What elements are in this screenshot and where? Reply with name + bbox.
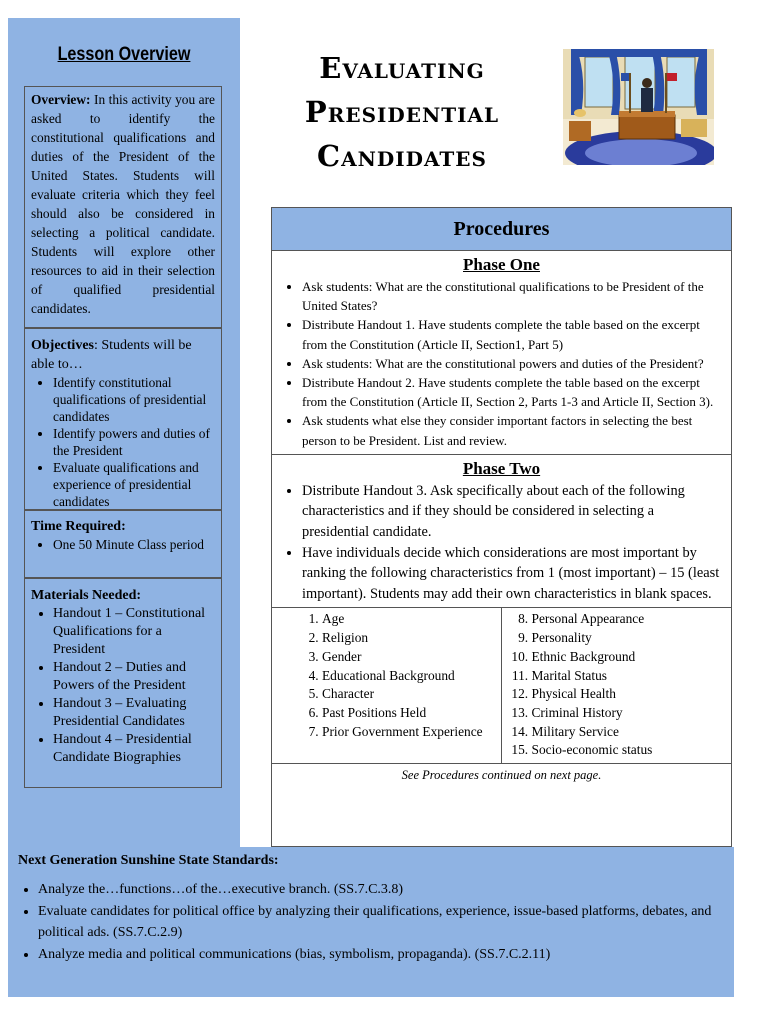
list-item: • Distribute Handout 3. Ask specifically about each of the following characteristics and if they should be considered in selecting a presidential candidate. — [302, 481, 723, 543]
continued-note: See Procedures continued on next page. — [401, 768, 602, 783]
oval-office-icon — [563, 49, 714, 165]
list-item: • Handout 2 – Duties and Powers of the President — [53, 659, 215, 695]
list-item: • Analyze media and political communications (bias, symbolism, propaganda). (SS.7.C.2.11) — [38, 944, 724, 966]
time-required-box — [24, 510, 222, 578]
list-item: 9. Personality — [532, 629, 732, 648]
phase-one-title: Phase One — [463, 255, 540, 274]
objectives-intro: : Students will be able to… — [31, 338, 192, 372]
standards-panel — [8, 847, 734, 997]
list-item: 2. Religion — [322, 629, 501, 648]
materials-box — [24, 578, 222, 788]
procedures-heading: Procedures — [272, 208, 731, 251]
phase-one-list — [272, 277, 731, 450]
standards-heading: Next Generation Sunshine State Standards: — [18, 853, 279, 868]
time-list — [31, 536, 215, 553]
objectives-heading — [31, 336, 215, 374]
objectives-list — [31, 374, 215, 510]
list-item: • One 50 Minute Class period — [53, 536, 215, 553]
phase-two-title: Phase Two — [462, 458, 541, 478]
page-title — [262, 46, 542, 178]
list-item: 7. Prior Government Experience — [322, 723, 501, 742]
list-item: 1. Age — [322, 610, 501, 629]
overview-text: In this activity you are asked to identify the constitutional qualifications and duties of the President of the United States. Students will evaluate criteria which they feel should also be considered in selecting a political candidate. Students will explore other resources to aid in their selection of qualified presidential candidates. — [31, 92, 215, 316]
list-item: 3. Gender — [322, 648, 501, 667]
lesson-overview-title: Lesson Overview — [57, 44, 191, 65]
overview-label: Overview: — [31, 92, 91, 107]
characteristics-list-left — [272, 610, 501, 741]
list-item: • Evaluate qualifications and experience of presidential candidates — [53, 459, 215, 510]
list-item: • Handout 4 – Presidential Candidate Biographies — [53, 731, 215, 767]
characteristics-list-right — [502, 610, 732, 760]
title-line: Presidential — [304, 95, 500, 129]
title-line: Candidates — [317, 139, 487, 173]
list-item: 5. Character — [322, 685, 501, 704]
list-item: 13. Criminal History — [532, 704, 732, 723]
list-item: • Ask students: What are the constitutional powers and duties of the President? — [302, 354, 723, 373]
list-item: 4. Educational Background — [322, 667, 501, 686]
list-item: 12. Physical Health — [532, 685, 732, 704]
overview-box — [24, 86, 222, 328]
characteristics-column-left — [272, 608, 502, 763]
objectives-box — [24, 328, 222, 510]
list-item: • Ask students what else they consider important factors in selecting the best person to be President. List and review. — [302, 411, 723, 449]
characteristics-column-right — [502, 608, 732, 763]
list-item: • Handout 3 – Evaluating Presidential Candidates — [53, 695, 215, 731]
list-item: • Identify constitutional qualifications of presidential candidates — [53, 374, 215, 425]
objectives-label: Objectives — [31, 338, 94, 353]
list-item: • Distribute Handout 2. Have students complete the table based on the excerpt from the Constitution (Article II, Section 2, Parts 1-3 and Article II, Section 3). — [302, 373, 723, 411]
title-line: Evaluating — [319, 51, 485, 85]
phase-two-list — [272, 481, 731, 605]
list-item: • Have individuals decide which considerations are most important by ranking the following characteristics from 1 (most important) – 15 (least important). Students may add their own characteristics in blank spaces. — [302, 543, 723, 605]
list-item: 15. Socio-economic status — [532, 741, 732, 760]
characteristics-table — [272, 607, 731, 764]
list-item: • Handout 1 – Constitutional Qualifications for a President — [53, 605, 215, 659]
list-item: 14. Military Service — [532, 723, 732, 742]
list-item: 10. Ethnic Background — [532, 648, 732, 667]
procedures-panel — [271, 207, 732, 847]
time-required-label: Time Required: — [31, 519, 126, 534]
list-item: • Evaluate candidates for political office by analyzing their qualifications, experience, issue-based platforms, debates, and political ads. (SS.7.C.2.9) — [38, 901, 724, 944]
materials-list — [31, 605, 215, 767]
list-item: • Analyze the…functions…of the…executive branch. (SS.7.C.3.8) — [38, 879, 724, 901]
list-item: • Distribute Handout 1. Have students complete the table based on the excerpt from the Constitution (Article II, Section1, Part 5) — [302, 315, 723, 353]
list-item: • Identify powers and duties of the President — [53, 425, 215, 459]
materials-label: Materials Needed: — [31, 588, 142, 603]
list-item: 11. Marital Status — [532, 667, 732, 686]
list-item: • Ask students: What are the constitutional qualifications to be President of the United States? — [302, 277, 723, 315]
list-item: 6. Past Positions Held — [322, 704, 501, 723]
list-item: 8. Personal Appearance — [532, 610, 732, 629]
standards-list — [18, 879, 724, 965]
divider — [272, 454, 731, 455]
